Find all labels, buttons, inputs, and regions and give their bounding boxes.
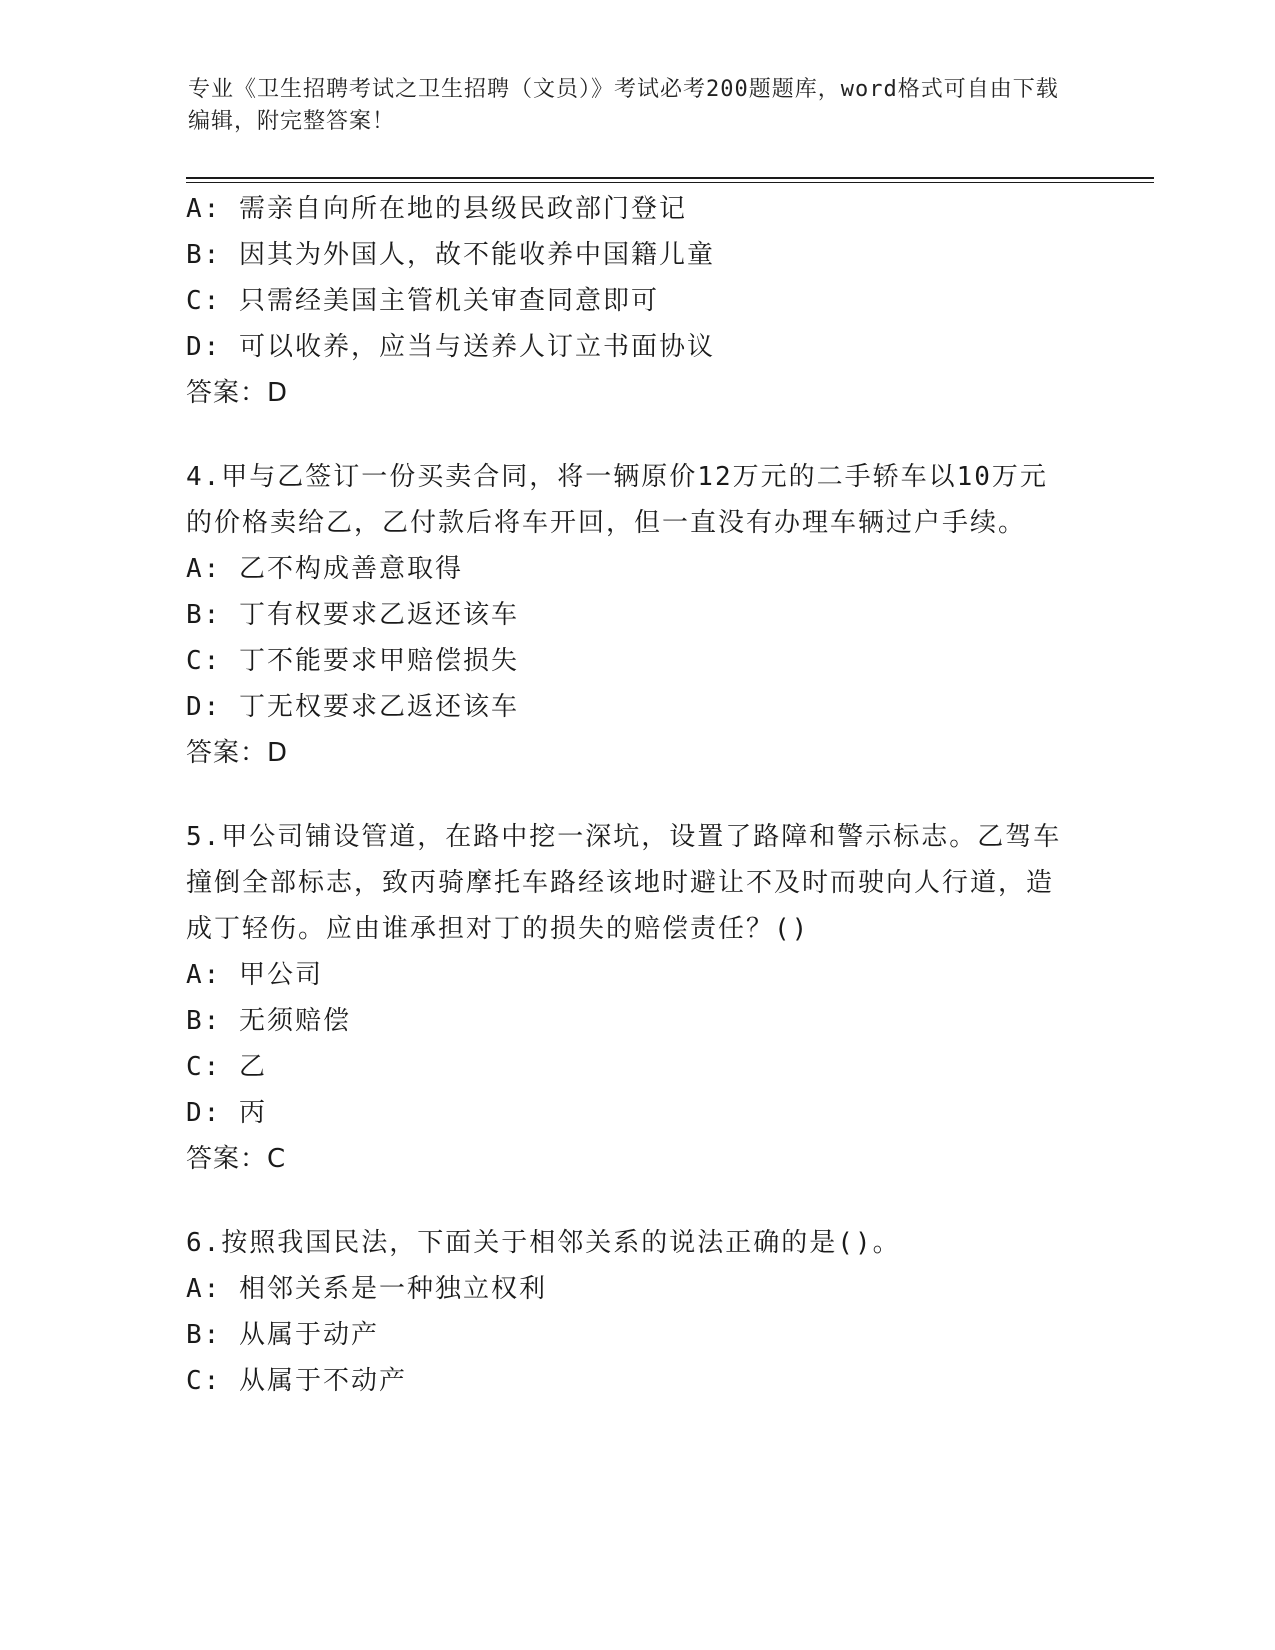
option-a: A: 相邻关系是一种独立权利 [186, 1274, 547, 1304]
option-a: A: 甲公司 [186, 960, 323, 990]
option-d: D: 丙 [186, 1098, 267, 1128]
document-title: 专业《卫生招聘考试之卫生招聘（文员）》考试必考200题题库，word格式可自由下载编辑，附完整答案！ [188, 77, 1059, 134]
question-6 [186, 1220, 1066, 1404]
option-c: C: 丁不能要求甲赔偿损失 [186, 646, 519, 676]
option-b: B: 因其为外国人，故不能收养中国籍儿童 [186, 240, 715, 270]
header-rule-thin [186, 182, 1154, 183]
option-a: A: 乙不构成善意取得 [186, 554, 463, 584]
question-text: 6.按照我国民法，下面关于相邻关系的说法正确的是()。 [186, 1228, 901, 1258]
option-c: C: 从属于不动产 [186, 1366, 407, 1396]
option-b: B: 丁有权要求乙返还该车 [186, 600, 519, 630]
spacer [186, 776, 1066, 814]
question-3 [186, 186, 1066, 416]
option-d: D: 可以收养，应当与送养人订立书面协议 [186, 332, 715, 362]
question-text: 4.甲与乙签订一份买卖合同，将一辆原价12万元的二手轿车以10万元的价格卖给乙，乙付款后将车开回，但一直没有办理车辆过户手续。 [186, 462, 1048, 538]
answer-line: 答案：D [186, 378, 289, 408]
header-rule-thick [186, 177, 1154, 179]
spacer [186, 416, 1066, 454]
question-list [186, 186, 1066, 1404]
answer-line: 答案：D [186, 738, 289, 768]
option-a: A: 需亲自向所在地的县级民政部门登记 [186, 194, 687, 224]
option-b: B: 从属于动产 [186, 1320, 379, 1350]
spacer [186, 1182, 1066, 1220]
option-c: C: 乙 [186, 1052, 267, 1082]
question-text: 5.甲公司铺设管道，在路中挖一深坑，设置了路障和警示标志。乙驾车撞倒全部标志，致丙骑摩托车路经该地时避让不及时而驶向人行道，造成丁轻伤。应由谁承担对丁的损失的赔偿责任？() [186, 822, 1062, 944]
option-d: D: 丁无权要求乙返还该车 [186, 692, 519, 722]
question-4 [186, 454, 1066, 776]
answer-line: 答案：C [186, 1144, 287, 1174]
option-c: C: 只需经美国主管机关审查同意即可 [186, 286, 659, 316]
option-b: B: 无须赔偿 [186, 1006, 351, 1036]
question-5 [186, 814, 1066, 1182]
document-header [188, 74, 1068, 138]
